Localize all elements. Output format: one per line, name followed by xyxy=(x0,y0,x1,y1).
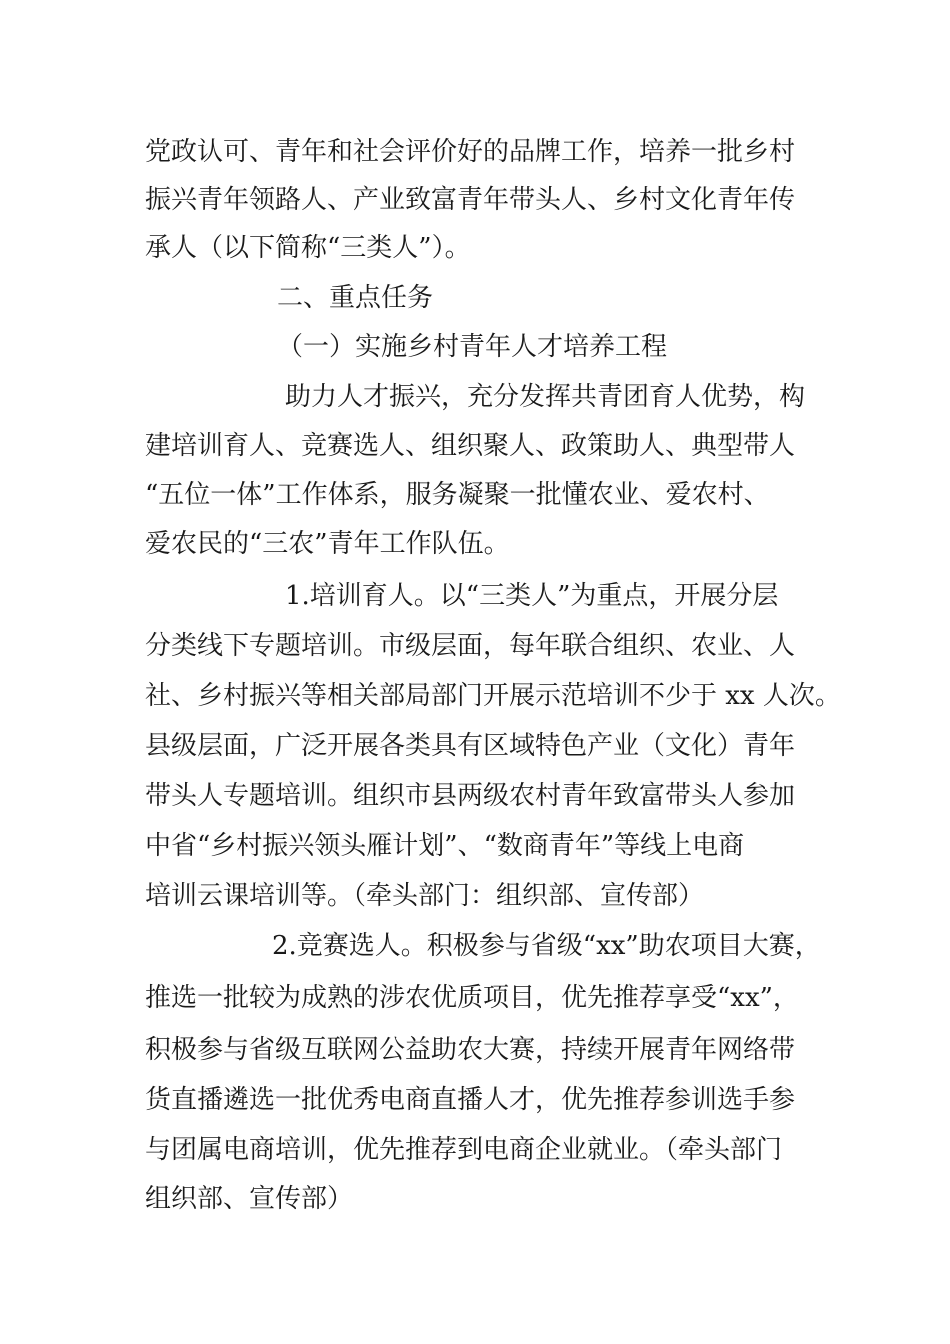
text-line-20: 货直播遴选一批优秀电商直播人才，优先推荐参训选手参 xyxy=(145,1085,796,1115)
text-line-22: 组织部、宣传部） xyxy=(145,1184,354,1214)
paragraph-start-1: 助力人才振兴，充分发挥共青团育人优势，构 xyxy=(285,382,806,412)
paragraph-start-2: 1.培训育人。以“三类人”为重点，开展分层 xyxy=(285,581,779,611)
text-line-11: 分类线下专题培训。市级层面，每年联合组织、农业、人 xyxy=(145,631,796,661)
paragraph-start-3: 2.竞赛选人。积极参与省级“xx”助农项目大赛， xyxy=(272,931,821,961)
text-line-19: 积极参与省级互联网公益助农大赛，持续开展青年网络带 xyxy=(145,1035,796,1065)
text-line-18: 推选一批较为成熟的涉农优质项目，优先推荐享受“xx”， xyxy=(145,983,799,1013)
text-line-15: 中省“乡村振兴领头雁计划”、“数商青年”等线上电商 xyxy=(145,831,745,861)
text-line-1: 党政认可、青年和社会评价好的品牌工作，培养一批乡村 xyxy=(145,137,796,167)
text-line-12: 社、乡村振兴等相关部局部门开展示范培训不少于 xx 人次。 xyxy=(145,681,841,711)
text-line-3: 承人（以下简称“三类人”）。 xyxy=(145,233,471,263)
section-heading: 二、重点任务 xyxy=(277,283,434,313)
text-line-2: 振兴青年领路人、产业致富青年带头人、乡村文化青年传 xyxy=(145,185,796,215)
text-line-14: 带头人专题培训。组织市县两级农村青年致富带头人参加 xyxy=(145,781,796,811)
text-line-16: 培训云课培训等。（牵头部门：组织部、宣传部） xyxy=(145,881,705,911)
text-line-9: 爱农民的“三农”青年工作队伍。 xyxy=(145,529,510,559)
text-line-13: 县级层面，广泛开展各类具有区域特色产业（文化）青年 xyxy=(145,731,796,761)
text-line-21: 与团属电商培训，优先推荐到电商企业就业。（牵头部门 xyxy=(145,1135,783,1165)
subsection-heading: （一）实施乡村青年人才培养工程 xyxy=(277,332,668,362)
text-line-7: 建培训育人、竞赛选人、组织聚人、政策助人、典型带人 xyxy=(145,431,796,461)
text-line-8: “五位一体”工作体系，服务凝聚一批懂农业、爱农村、 xyxy=(145,480,770,510)
